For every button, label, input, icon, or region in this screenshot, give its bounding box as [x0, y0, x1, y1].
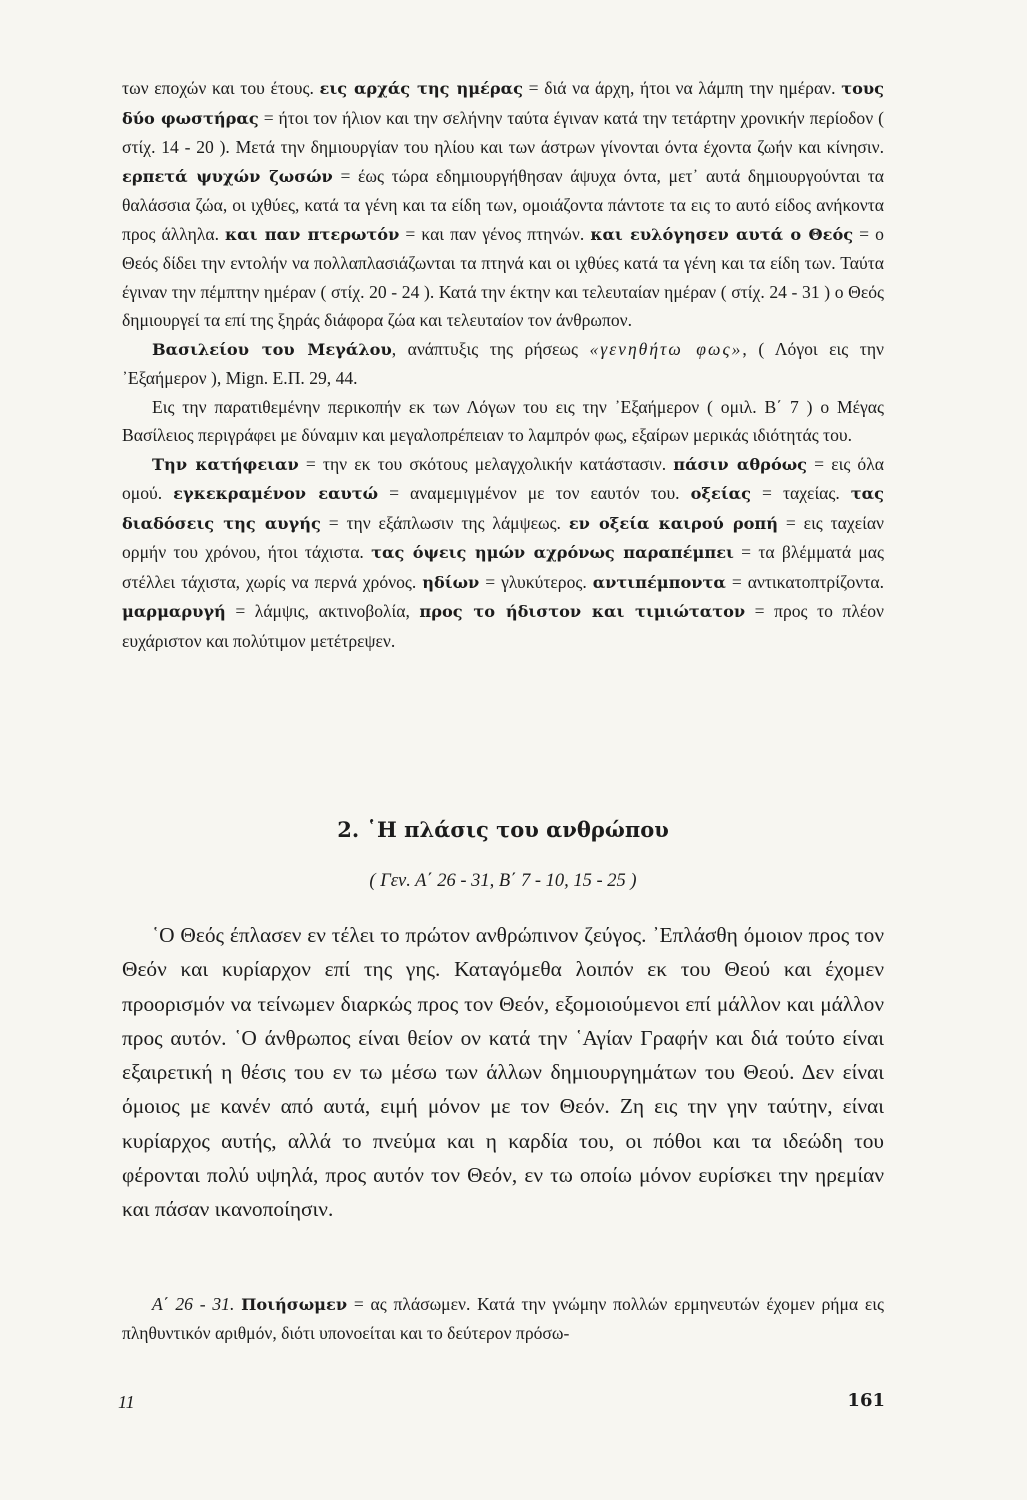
scripture-reference: ( Γεν. Α΄ 26 - 31, Β΄ 7 - 10, 15 - 25 ) [369, 871, 637, 891]
glossed-term: Την κατήφειαν [152, 454, 299, 474]
gloss-text: = εις όλα ομού. [122, 453, 884, 503]
glossed-term: εις αρχάς της ημέρας [319, 79, 523, 98]
signature-mark: 11 [118, 1392, 135, 1412]
gloss-text: = και παν γένος πτηνών. [399, 223, 591, 244]
gloss-text: Εις την παρατιθεμένην περικοπήν εκ των Λόγων του εις την ᾽Εξαήμερον ( ομιλ. Β΄ 7 ) ο Μέγας Βασίλειος περιγράφει με δύναμιν και μεγαλοπρέπειαν το λαμπρόν φως, εξαίρων μερικάς ιδιότητάς του. [122, 396, 884, 445]
glossed-term: τας διαδόσεις της αυγής [122, 484, 884, 533]
gloss-text: = εις ταχείαν ορμήν του χρόνου, ήτοι τάχιστα. [122, 512, 885, 562]
gloss-text: = ταχείας. [750, 483, 851, 503]
glossed-term: Βασιλείου του Μεγάλου [152, 339, 392, 359]
gloss-text: , ανάπτυξις της ρήσεως [391, 338, 590, 359]
section-heading: 2. ῾Η πλάσις του ανθρώπου [337, 817, 669, 842]
main-text-block [122, 918, 884, 1227]
gloss-text: = λάμψις, ακτινοβολία, [225, 601, 420, 621]
glossed-term: και παν πτερωτόν [225, 224, 400, 244]
glossed-term: τας όψεις ημών αχρόνως παραπέμπει [371, 543, 734, 562]
glossed-term: εγκεκραμένον εαυτώ [173, 484, 379, 503]
commentary-paragraph-1 [122, 74, 884, 335]
notes-text: = ας πλάσωμεν. Κατά την γνώμην πολλών ερμηνευτών έχομεν ρήμα εις πληθυντικόν αριθμόν, διότι υπονοείται και το δεύτερον πρόσω- [122, 1294, 884, 1343]
gloss-text: = ήτοι τον ήλιον και την σελήνην ταύτα έγιναν κατά την τετάρτην χρονικήν περίοδον ( στίχ. 14 - 20 ). Μετά την δημιουργίαν του ηλίου και των άστρων γίνονται όντα έχοντα ζωήν και κίνησιν. [122, 107, 884, 157]
gloss-text: = ο Θεός δίδει την εντολήν να πολλαπλασιάζωνται τα πτηνά και οι ιχθύες κατά τα γένη και τα είδη των. Ταύτα έγιναν την πέμπτην ημέραν ( στίχ. 20 - 24 ). Κατά την έκτην και τελευταίαν ημέραν ( στίχ. 24 - 31 ) ο Θεός δημιουργεί τα επί της ξηράς διάφορα ζώα και τελευταίον τον άνθρωπον. [122, 223, 884, 330]
gloss-text: = προς το πλέον ευχάριστον και πολύτιμον μετέτρεψεν. [122, 601, 884, 651]
glossed-term: ηδίων [422, 572, 480, 592]
gloss-text: = αντικατοπτρίζοντα. [725, 571, 884, 592]
glossed-term: εν οξεία καιρού ροπή [568, 513, 779, 533]
gloss-text: = γλυκύτερος. [479, 571, 593, 592]
gloss-text: , ( Λόγοι εις την ᾽Εξαήμερον ), Mign. Ε.Π. 29, 44. [122, 338, 884, 388]
gloss-text: = διά να άρχη, ήτοι να λάμπη την ημέραν. [522, 78, 842, 98]
commentary-paragraph-2 [122, 335, 884, 393]
page-number: 161 [847, 1390, 885, 1411]
quoted-phrase: «γενηθήτω φως» [589, 338, 743, 359]
glossed-term: προς το ήδιστον και τιμιώτατον [419, 602, 746, 621]
gloss-text: = την εκ του σκότους μελαγχολικήν κατάστασιν. [298, 453, 674, 474]
notes-term: Ποιήσωμεν [241, 1295, 348, 1314]
glossed-term: οξείας [690, 484, 751, 503]
glossed-term: αντιπέμποντα [592, 572, 726, 592]
gloss-text: = έως τώρα εδημιουργήθησαν άψυχα όντα, μετ᾽ αυτά δημιουργούνται τα θαλάσσια ζώα, οι ιχθύες, κατά τα γένη και τα είδη των, ομοιάζοντα πάντοτε τα εις το αυτό είδος ανήκοντα προς άλληλα. [122, 165, 885, 244]
gloss-text: των εποχών και του έτους. [122, 78, 320, 98]
glossed-term: μαρμαρυγή [122, 602, 226, 621]
main-paragraph: ῾Ο Θεός έπλασεν εν τέλει το πρώτον ανθρώπινον ζεύγος. ᾽Επλάσθη όμοιον προς τον Θεόν και κυρίαρχον επί της γης. Καταγόμεθα λοιπόν εκ του Θεού και έχομεν προορισμόν να τείνωμεν διαρκώς προς τον Θεόν, εξομοιούμενοι επί μάλλον και μάλλον προς αυτόν. ῾Ο άνθρωπος είναι θείον ον κατά την ῾Αγίαν Γραφήν και διά τούτο είναι εξαιρετική η θέσις του εν τω μέσω των άλλων δημιουργημάτων του Θεού. Δεν είναι όμοιος με κανέν από αυτά, ειμή μόνον με τον Θεόν. Ζη εις την γην ταύτην, είναι κυρίαρχος αυτής, αλλά το πνεύμα και η καρδία του, οι πόθοι και τα ιδεώδη του φέρονται πολύ υψηλά, προς αυτόν τον Θεόν, εν τω οποίω μόνον ευρίσκει την ηρεμίαν και πάσαν ικανοποίησιν. [122, 923, 884, 1222]
glossed-term: ερπετά ψυχών ζωσών [122, 166, 333, 186]
glossed-term: τους δύο φωστήρας [122, 79, 884, 128]
commentary-paragraph-4 [122, 450, 884, 656]
gloss-text: = αναμεμιγμένον με τον εαυτόν του. [378, 483, 691, 503]
commentary-block [122, 74, 884, 655]
glossed-term: και ευλόγησεν αυτά ο Θεός [590, 224, 854, 244]
commentary-paragraph-3 [122, 393, 884, 450]
gloss-text: = την εξάπλωσιν της λάμψεως. [320, 512, 569, 533]
notes-paragraph [122, 1290, 884, 1348]
gloss-text: = τα βλέμματά μας στέλλει τάχιστα, χωρίς να περνά χρόνος. [122, 542, 884, 592]
notes-verse-ref: Α΄ 26 - 31. [152, 1294, 235, 1314]
glossed-term: πάσιν αθρόως [673, 454, 808, 474]
